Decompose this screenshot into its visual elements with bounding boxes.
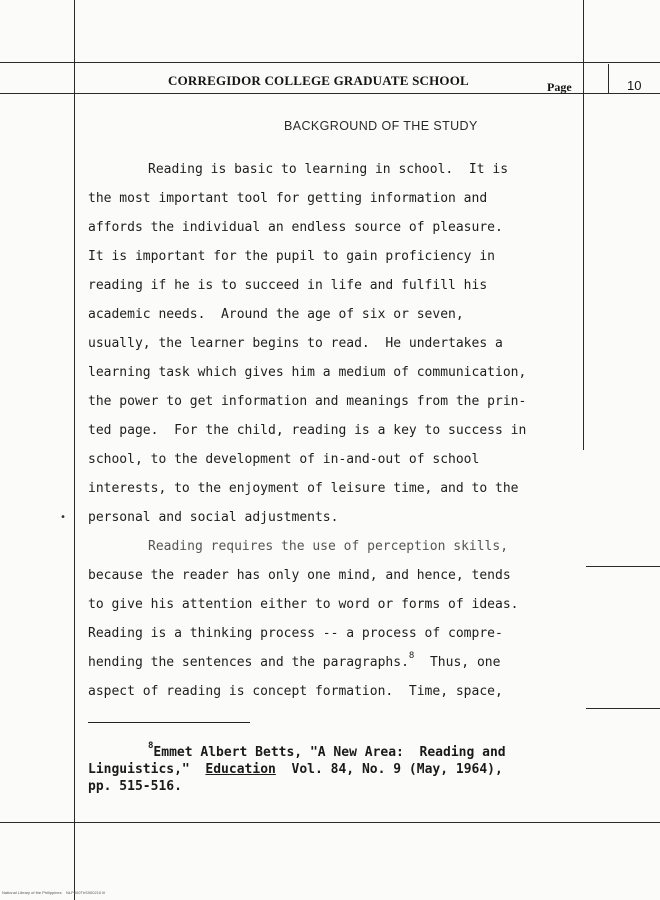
footnote-line-3: pp. 515-516. (88, 779, 182, 794)
left-margin-rule (74, 0, 75, 900)
body-line: the most important tool for getting information and (88, 191, 488, 206)
body-line-text: hending the sentences and the paragraphs. (88, 655, 409, 670)
body-line: interests, to the enjoyment of leisure time, and to the (88, 481, 519, 496)
body-line: school, to the development of in-and-out of school (88, 452, 480, 467)
body-line: aspect of reading is concept formation. Time, space, (88, 684, 503, 699)
footnote-number: 8 (148, 741, 154, 751)
school-name: CORREGIDOR COLLEGE GRADUATE SCHOOL (168, 73, 469, 88)
body-line: It is important for the pupil to gain proficiency in (88, 249, 495, 264)
body-line: to give his attention either to word or forms of ideas. (88, 597, 519, 612)
scan-footer: National Library of the Philippines NLP000ThS000210 lil (2, 890, 105, 895)
right-margin-rule (583, 0, 584, 450)
body-line-text: Thus, one (429, 655, 501, 670)
page-number-box-rule (608, 64, 609, 94)
body-line: usually, the learner begins to read. He undertakes a (88, 336, 503, 351)
margin-dot: • (60, 512, 67, 523)
footnote-text: Linguistics," (88, 762, 206, 777)
body-line: Reading is a thinking process -- a process of compre- (88, 626, 503, 641)
footnote-reference: 8 (408, 651, 415, 661)
header-top-rule (0, 62, 660, 63)
page-number: 10 (627, 78, 642, 93)
body-line: affords the individual an endless source of pleasure. (88, 220, 503, 235)
body-line: learning task which gives him a medium of communication, (88, 365, 527, 380)
body-line: Reading requires the use of perception skills, (148, 539, 509, 554)
body-line: academic needs. Around the age of six or seven, (88, 307, 464, 322)
body-line: reading if he is to succeed in life and fulfill his (88, 278, 488, 293)
right-margin-tick-2 (586, 708, 660, 709)
footnote-line-2 (88, 762, 503, 777)
journal-title: Education (205, 762, 276, 777)
body-line: personal and social adjustments. (88, 510, 339, 525)
right-margin-tick-1 (586, 566, 660, 567)
footnote-text: Emmet Albert Betts, "A New Area: Reading and (153, 745, 506, 760)
footnote-text: Vol. 84, No. 9 (May, 1964), (275, 762, 503, 777)
footnote-rule (88, 722, 250, 723)
body-line: the power to get information and meanings from the prin- (88, 394, 527, 409)
body-line: because the reader has only one mind, and hence, tends (88, 568, 511, 583)
body-line: Reading is basic to learning in school. It is (148, 162, 509, 177)
body-line: ted page. For the child, reading is a key to success in (88, 423, 527, 438)
section-title: BACKGROUND OF THE STUDY (284, 119, 478, 133)
footnote-line-1 (148, 741, 506, 760)
footer-rule (0, 822, 660, 823)
body-line-with-footnote (88, 651, 501, 670)
body-line-separator (414, 655, 430, 670)
page-label: Page (547, 80, 572, 94)
